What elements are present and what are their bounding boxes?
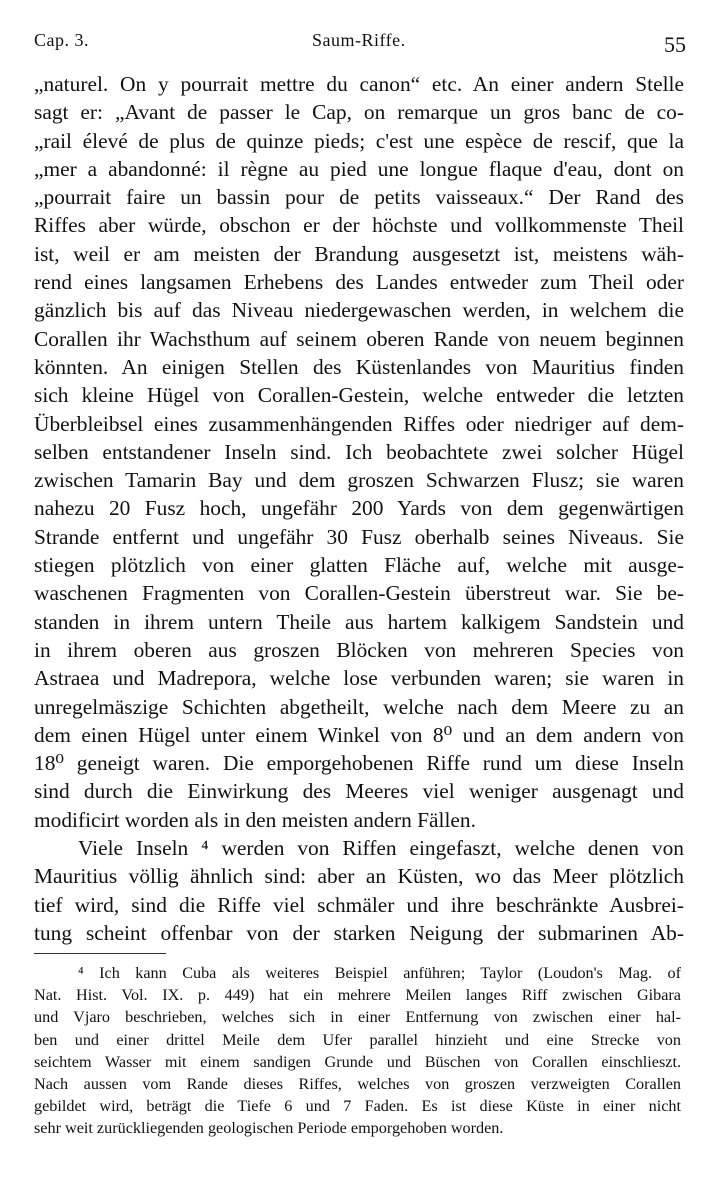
- footnote-separator: [34, 953, 166, 954]
- footnote-line: gebildet wird, beträgt die Tiefe 6 und 7 Faden. Es ist diese Küste in einer nicht: [34, 1097, 681, 1116]
- text-line: sich kleine Hügel von Corallen-Gestein, welche entweder die letzten: [34, 383, 684, 408]
- text-line: tung scheint offenbar von der starken Neigung der submarinen Ab-: [34, 920, 684, 945]
- footnote: [34, 962, 681, 1140]
- text-line: sind durch die Einwirkung des Meeres viel weniger ausgenagt und: [34, 779, 684, 804]
- text-line: Überbleibsel eines zusammenhängenden Riffes oder niedriger auf dem-: [34, 411, 684, 436]
- footnote-line: ⁴ Ich kann Cuba als weiteres Beispiel anführen; Taylor (Loudon's Mag. of: [78, 964, 681, 982]
- text-line: Corallen ihr Wachsthum auf seinem oberen Rande von neuem beginnen: [34, 326, 684, 351]
- text-line: ist, weil er am meisten der Brandung ausgesetzt ist, meistens wäh-: [34, 241, 684, 266]
- text-line: könnten. An einigen Stellen des Küstenlandes von Mauritius finden: [34, 354, 684, 379]
- page-number: 55: [664, 32, 686, 57]
- text-line: „pourrait faire un bassin pour de petits vaisseaux.“ Der Rand des: [34, 185, 684, 210]
- text-line: dem einen Hügel unter einem Winkel von 8⁰ und an dem andern von: [34, 722, 684, 747]
- chapter-label: Cap. 3.: [34, 30, 89, 50]
- text-line: Riffes aber würde, obschon er der höchste und vollkommenste Theil: [34, 213, 684, 238]
- paragraph-end-line: modificirt worden als in den meisten andern Fällen.: [34, 807, 476, 832]
- paragraph-start-line: Viele Inseln ⁴ werden von Riffen eingefaszt, welche denen von: [78, 836, 684, 861]
- text-line: gänzlich bis auf das Niveau niedergewaschen werden, in welchem die: [34, 298, 684, 323]
- text-line: waschenen Fragmenten von Corallen-Gestein überstreut war. Sie be-: [34, 581, 684, 606]
- text-line: Strande entfernt und ungefähr 30 Fusz oberhalb seines Niveaus. Sie: [34, 524, 684, 549]
- text-line: tief wird, sind die Riffe viel schmäler und ihre beschränkte Ausbrei-: [34, 892, 684, 917]
- text-line: rend eines langsamen Erhebens des Landes entweder zum Theil oder: [34, 270, 684, 295]
- text-line: Astraea und Madrepora, welche lose verbunden waren; sie waren in: [34, 666, 684, 691]
- main-text: [34, 70, 684, 947]
- text-line: Mauritius völlig ähnlich sind: aber an Küsten, wo das Meer plötzlich: [34, 864, 684, 889]
- text-line: „mer a abandonné: il règne au pied une longue flaque d'eau, dont on: [34, 156, 684, 181]
- text-line: 18⁰ geneigt waren. Die emporgehobenen Riffe rund um diese Inseln: [34, 751, 684, 776]
- footnote-line: ben und einer drittel Meile dem Ufer parallel hinzieht und eine Strecke von: [34, 1030, 681, 1049]
- footnote-line: Nat. Hist. Vol. IX. p. 449) hat ein mehrere Meilen langes Riff zwischen Gibara: [34, 986, 681, 1005]
- footnote-line: und Vjaro beschrieben, welches sich in einer Entfernung von zwischen einer hal-: [34, 1008, 681, 1027]
- text-line: „naturel. On y pourrait mettre du canon“ etc. An einer andern Stelle: [34, 72, 684, 96]
- text-line: selben entstandener Inseln sind. Ich beobachtete zwei solcher Hügel: [34, 439, 684, 464]
- text-line: zwischen Tamarin Bay und dem groszen Schwarzen Flusz; sie waren: [34, 468, 684, 493]
- text-line: unregelmäszige Schichten abgetheilt, welche nach dem Meere zu an: [34, 694, 684, 719]
- footnote-line: Nach aussen vom Rande dieses Riffes, welches von groszen verzweigten Corallen: [34, 1075, 681, 1094]
- text-line: sagt er: „Avant de passer le Cap, on remarque un gros banc de co-: [34, 100, 684, 125]
- footnote-line: sehr weit zurückliegenden geologischen Periode emporgehoben worden.: [34, 1119, 504, 1138]
- running-title: Saum-Riffe.: [312, 30, 406, 50]
- text-line: nahezu 20 Fusz hoch, ungefähr 200 Yards von dem gegenwärtigen: [34, 496, 684, 521]
- running-header: [34, 30, 686, 60]
- footnote-line: seichtem Wasser mit einem sandigen Grunde und Büschen von Corallen einschlieszt.: [34, 1052, 681, 1071]
- text-line: in ihrem oberen aus groszen Blöcken von mehreren Species von: [34, 637, 684, 662]
- text-line: standen in ihrem untern Theile aus hartem kalkigem Sandstein und: [34, 609, 684, 634]
- text-line: stiegen plötzlich von einer glatten Fläche auf, welche mit ausge-: [34, 553, 684, 578]
- text-line: „rail élevé de plus de quinze pieds; c'est une espèce de rescif, que la: [34, 128, 684, 153]
